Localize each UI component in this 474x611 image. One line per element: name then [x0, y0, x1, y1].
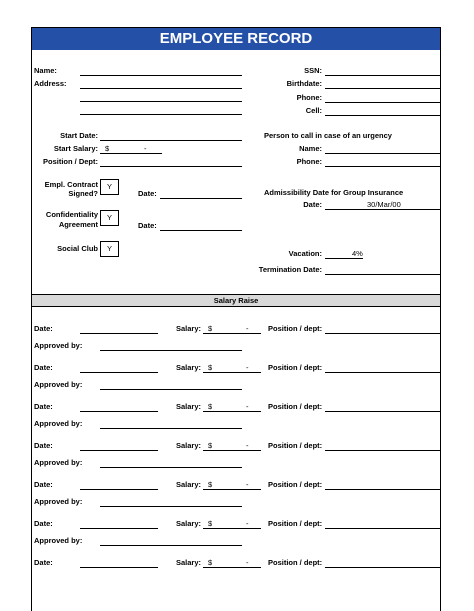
raise-salary-currency: $ — [208, 402, 213, 411]
salary-raise-header: Salary Raise — [32, 294, 440, 307]
contract-signed-box[interactable]: Y — [100, 179, 119, 195]
address-label: Address: — [34, 79, 67, 88]
birthdate-field[interactable] — [325, 88, 440, 89]
social-club-label: Social Club — [57, 244, 98, 253]
phone-label: Phone: — [296, 93, 322, 102]
raise-date-label: Date: — [34, 402, 53, 411]
raise-salary-currency: $ — [208, 558, 213, 567]
raise-salary-field[interactable] — [203, 450, 261, 451]
vacation-value: 4% — [352, 249, 363, 258]
raise-position-field[interactable] — [325, 528, 440, 529]
raise-date-field[interactable] — [80, 450, 158, 451]
raise-position-label: Position / dept: — [268, 324, 323, 333]
raise-salary-value: - — [246, 558, 249, 567]
raise-salary-field[interactable] — [203, 528, 261, 529]
raise-salary-value: - — [246, 402, 249, 411]
raise-salary-currency: $ — [208, 480, 213, 489]
urgency-phone-label: Phone: — [296, 157, 322, 166]
start-date-label: Start Date: — [60, 131, 98, 140]
insurance-heading: Admissibility Date for Group Insurance — [264, 188, 404, 197]
raise-position-label: Position / dept: — [268, 558, 323, 567]
name-field[interactable] — [80, 75, 242, 76]
raise-salary-label: Salary: — [176, 363, 202, 372]
raise-date-field[interactable] — [80, 372, 158, 373]
birthdate-label: Birthdate: — [286, 79, 322, 88]
position-dept-field[interactable] — [100, 166, 242, 167]
raise-salary-field[interactable] — [203, 333, 261, 334]
raise-salary-label: Salary: — [176, 324, 202, 333]
raise-approved-label: Approved by: — [34, 458, 83, 467]
raise-date-label: Date: — [34, 441, 53, 450]
raise-salary-label: Salary: — [176, 480, 202, 489]
raise-position-field[interactable] — [325, 567, 440, 568]
raise-date-label: Date: — [34, 363, 53, 372]
start-salary-label: Start Salary: — [53, 144, 98, 153]
raise-salary-currency: $ — [208, 324, 213, 333]
employee-record-form — [31, 27, 441, 611]
raise-date-field[interactable] — [80, 489, 158, 490]
urgency-heading: Person to call in case of an urgency — [264, 131, 392, 140]
raise-salary-label: Salary: — [176, 519, 202, 528]
raise-position-field[interactable] — [325, 411, 440, 412]
raise-salary-value: - — [246, 324, 249, 333]
raise-approved-field[interactable] — [100, 506, 242, 507]
raise-position-label: Position / dept: — [268, 519, 323, 528]
confidentiality-box[interactable]: Y — [100, 210, 119, 226]
urgency-phone-field[interactable] — [325, 166, 440, 167]
raise-position-label: Position / dept: — [268, 363, 323, 372]
raise-salary-field[interactable] — [203, 411, 261, 412]
raise-position-label: Position / dept: — [268, 441, 323, 450]
contract-date-field[interactable] — [160, 198, 242, 199]
confidentiality-date-field[interactable] — [160, 230, 242, 231]
raise-approved-label: Approved by: — [34, 380, 83, 389]
raise-salary-value: - — [246, 519, 249, 528]
start-salary-currency: $ — [105, 144, 110, 153]
raise-salary-currency: $ — [208, 519, 213, 528]
contract-label-2: Signed? — [68, 189, 98, 198]
raise-salary-label: Salary: — [176, 558, 202, 567]
address-field-1[interactable] — [80, 88, 242, 89]
insurance-date-field[interactable] — [325, 209, 440, 210]
raise-salary-value: - — [246, 441, 249, 450]
ssn-label: SSN: — [304, 66, 322, 75]
ssn-field[interactable] — [325, 75, 440, 76]
raise-date-field[interactable] — [80, 528, 158, 529]
raise-approved-field[interactable] — [100, 545, 242, 546]
raise-date-field[interactable] — [80, 333, 158, 334]
vacation-label: Vacation: — [288, 249, 322, 258]
raise-date-label: Date: — [34, 558, 53, 567]
contract-date-label: Date: — [138, 189, 157, 198]
raise-approved-field[interactable] — [100, 350, 242, 351]
start-date-field[interactable] — [100, 140, 242, 141]
confidentiality-date-label: Date: — [138, 221, 157, 230]
name-label: Name: — [34, 66, 57, 75]
cell-label: Cell: — [305, 106, 322, 115]
raise-salary-label: Salary: — [176, 402, 202, 411]
raise-position-field[interactable] — [325, 450, 440, 451]
raise-salary-value: - — [246, 480, 249, 489]
confidentiality-label-2: Agreement — [58, 220, 98, 229]
address-field-2[interactable] — [80, 101, 242, 102]
raise-salary-field[interactable] — [203, 372, 261, 373]
social-club-box[interactable]: Y — [100, 241, 119, 257]
raise-position-field[interactable] — [325, 333, 440, 334]
raise-position-field[interactable] — [325, 489, 440, 490]
raise-salary-label: Salary: — [176, 441, 202, 450]
urgency-name-label: Name: — [299, 144, 322, 153]
raise-approved-field[interactable] — [100, 389, 242, 390]
raise-approved-field[interactable] — [100, 428, 242, 429]
start-salary-field[interactable] — [100, 153, 162, 154]
termination-label: Termination Date: — [258, 265, 322, 274]
insurance-date-label: Date: — [303, 200, 322, 209]
raise-approved-label: Approved by: — [34, 497, 83, 506]
raise-approved-label: Approved by: — [34, 536, 83, 545]
raise-date-label: Date: — [34, 324, 53, 333]
raise-salary-field[interactable] — [203, 567, 261, 568]
raise-approved-field[interactable] — [100, 467, 242, 468]
raise-position-field[interactable] — [325, 372, 440, 373]
cell-field[interactable] — [325, 115, 440, 116]
contract-label-1: Empl. Contract — [44, 180, 98, 189]
raise-date-field[interactable] — [80, 411, 158, 412]
raise-approved-label: Approved by: — [34, 419, 83, 428]
form-title: EMPLOYEE RECORD — [32, 28, 440, 50]
raise-date-label: Date: — [34, 519, 53, 528]
start-salary-value: - — [144, 144, 147, 153]
position-dept-label: Position / Dept: — [43, 157, 98, 166]
address-field-3[interactable] — [80, 114, 242, 115]
vacation-field[interactable] — [325, 258, 363, 259]
raise-position-label: Position / dept: — [268, 402, 323, 411]
raise-salary-value: - — [246, 363, 249, 372]
raise-salary-currency: $ — [208, 441, 213, 450]
raise-position-label: Position / dept: — [268, 480, 323, 489]
phone-field[interactable] — [325, 102, 440, 103]
raise-salary-currency: $ — [208, 363, 213, 372]
insurance-date-value: 30/Mar/00 — [367, 200, 401, 209]
raise-date-field[interactable] — [80, 567, 158, 568]
raise-salary-field[interactable] — [203, 489, 261, 490]
termination-field[interactable] — [325, 274, 440, 275]
urgency-name-field[interactable] — [325, 153, 440, 154]
confidentiality-label-1: Confidentiality — [45, 210, 98, 219]
raise-approved-label: Approved by: — [34, 341, 83, 350]
raise-date-label: Date: — [34, 480, 53, 489]
